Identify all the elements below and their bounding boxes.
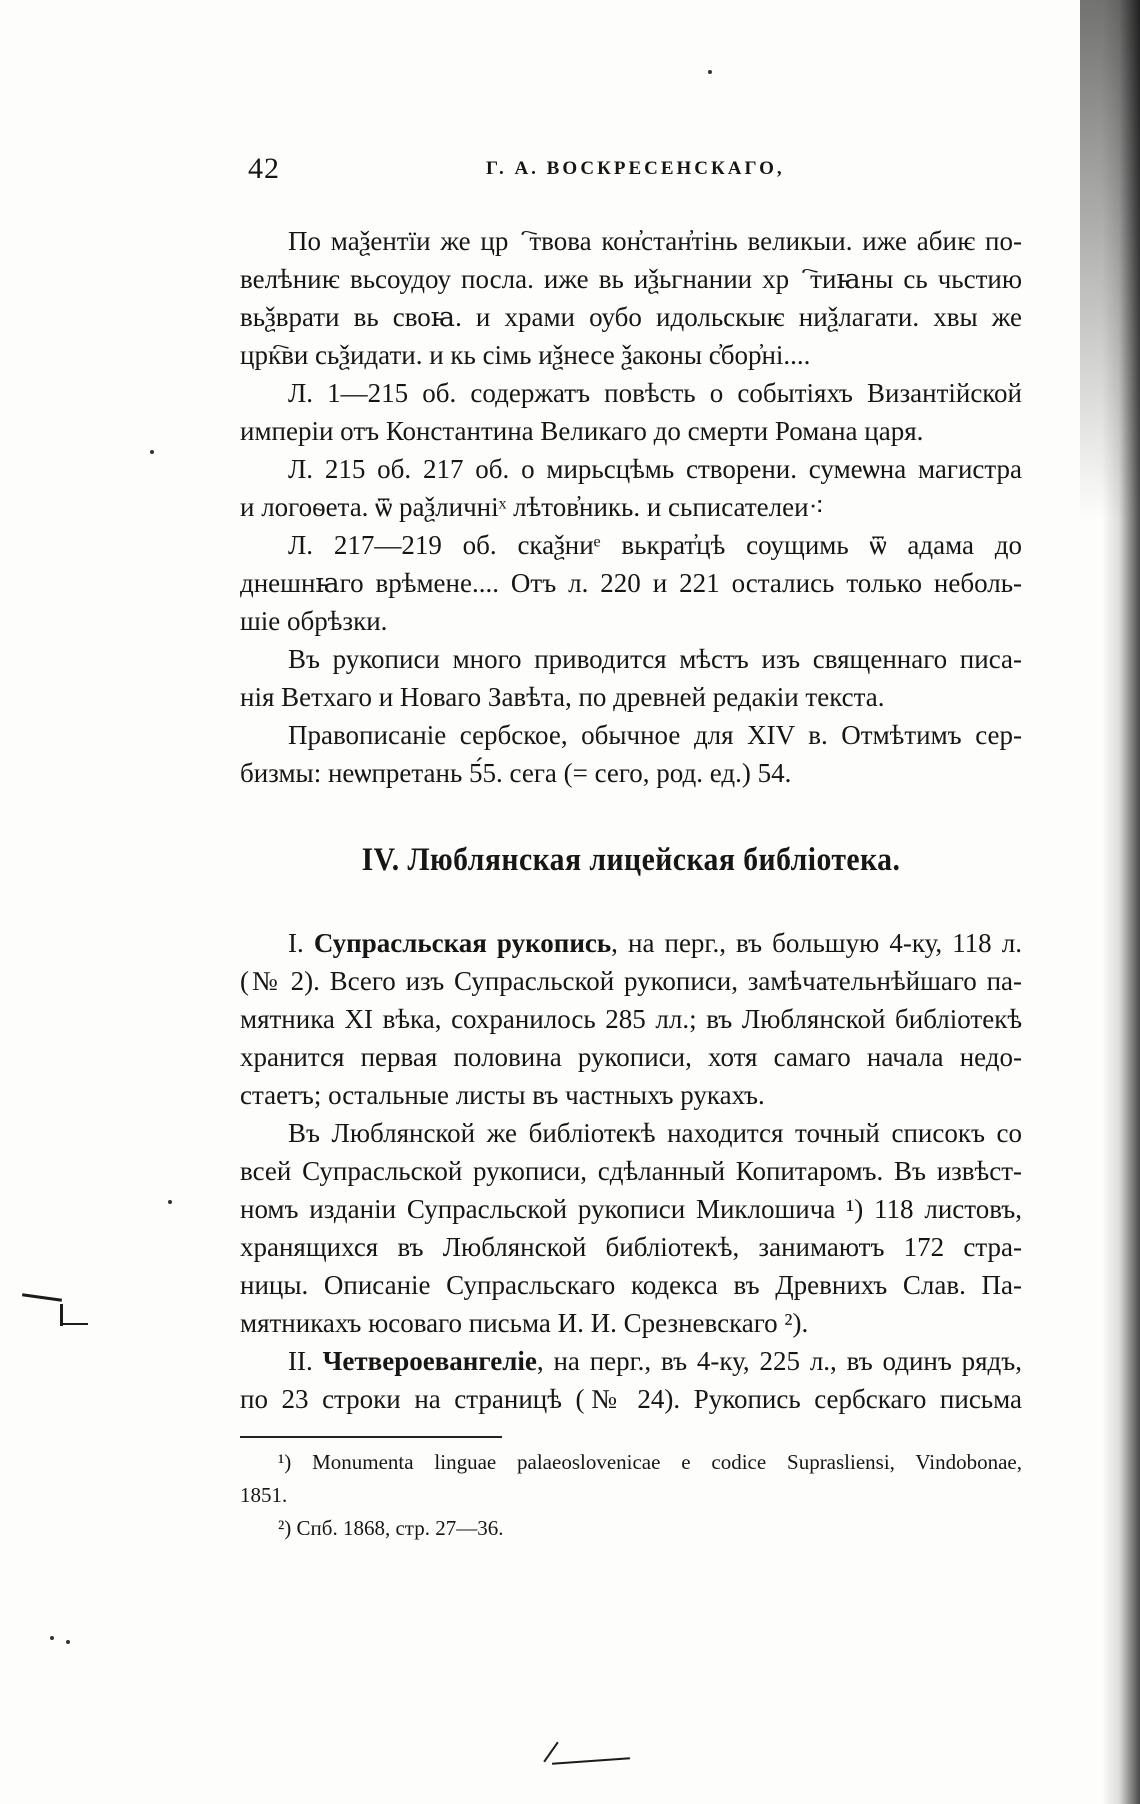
paragraph-line: стаетъ; остальные листы въ частныхъ рукахъ. [240, 1080, 765, 1110]
scan-mark-bottom [552, 1757, 630, 1764]
paragraph-line: шіе обрѣзки. [240, 606, 388, 636]
page-edge-shadow-top [1080, 0, 1140, 520]
paragraph [240, 526, 1022, 640]
scan-dot [50, 1636, 54, 1640]
paragraph-line: и логоѳета. ѿ раѯличнiˣ лѣтов҆никь. и сьписателеи⁖ [240, 492, 825, 522]
paragraph-line: номъ изданіи Супрасльской рукописи Миклошича ¹) 118 листовъ, [240, 1194, 1022, 1224]
paragraph-line: Л. 215 об. 217 об. о мирьсцѣмь створени. сумеѡна магистра [288, 454, 1022, 484]
paragraph-line: по 23 строки на страницѣ (№ 24). Рукопись сербскаго письма [240, 1384, 1022, 1414]
running-head: Г. А. ВОСКРЕСЕНСКАГО, [486, 158, 785, 179]
paragraph-line: всей Супрасльской рукописи, сдѣланный Копитаромъ. Въ извѣст- [240, 1156, 1022, 1186]
page-header [240, 152, 1022, 192]
manuscript-title: Четвероевангеліе [322, 1346, 537, 1376]
paragraph-line: Л. 217—219 об. скаѯниᵉ вькрат҆цѣ соущимь ѿ адама до [288, 530, 1022, 560]
paragraph-line: (№ 2). Всего изъ Супрасльской рукописи, замѣчательнѣйшаго па- [240, 966, 1022, 996]
paragraph-line: бизмы: неѡпретань 5́5. сега (= сего, род. ед.) 54. [240, 758, 792, 788]
paragraph-line: нія Ветхаго и Новаго Завѣта, по древней редакіи текста. [240, 682, 885, 712]
paragraph-line: хранится первая половина рукописи, хотя самаго начала недо- [240, 1042, 1022, 1072]
paragraph-line [240, 924, 1022, 962]
text-run: I. [288, 928, 314, 958]
slavonic-quote [240, 222, 1022, 374]
text-run: , на перг., въ большую 4-ку, 118 л. [611, 928, 1022, 958]
paragraph-line: днешнꙗго врѣмене.... Отъ л. 220 и 221 остались только неболь- [240, 568, 1022, 598]
scan-dot [150, 450, 154, 454]
manuscript-title: Супрасльская рукопись [313, 928, 612, 958]
paragraph-line: хранящихся въ Люблянской библіотекѣ, занимаютъ 172 стра- [240, 1232, 1022, 1262]
paragraph [240, 450, 1022, 526]
paragraph-line: имперіи отъ Константина Великаго до смерти Романа царя. [240, 416, 924, 446]
paragraph [240, 716, 1022, 792]
quote-line: црк҇ви сьѯидати. и кь сімь иѯнесе ѯаконы с҆бор҆ні.... [240, 340, 811, 370]
scan-mark-bottom-stroke [543, 1742, 558, 1763]
text-run: II. [288, 1346, 323, 1376]
footnote-rule [240, 1436, 502, 1438]
paragraph-line: мятника XI вѣка, сохранилось 285 лл.; въ Люблянской библіотекѣ [240, 1004, 1022, 1034]
paragraph [240, 1342, 1022, 1418]
paragraph [240, 640, 1022, 716]
paragraph-line: ницы. Описаніе Супрасльскаго кодекса въ Древнихъ Слав. Па- [240, 1270, 1022, 1300]
quote-line: По маѯентїи же црⷭ҇твова кон҆стан҆тінь великыи. иже абиѥ по- [288, 226, 1022, 256]
footnotes [240, 1446, 1022, 1545]
scan-mark-left-foot [60, 1323, 88, 1325]
scan-dot [66, 1640, 70, 1644]
paragraph-line: Въ Люблянской же библіотекѣ находится точный списокъ со [288, 1118, 1022, 1148]
section-heading: IV. Люблянская лицейская библіотека. [361, 842, 901, 878]
text-run: , на перг., въ 4-ку, 225 л., въ одинъ рядъ, [536, 1346, 1023, 1376]
paragraph [240, 1114, 1022, 1342]
paragraph-line: Правописаніе сербское, обычное для XIV в. Отмѣтимъ сер- [288, 720, 1022, 750]
quote-line: вьѯврати вь своꙗ. и храми оубо идольскыѥ ниѯлагати. хвы же [240, 302, 1022, 332]
page-number: 42 [248, 152, 280, 185]
paragraph [240, 924, 1022, 1114]
scan-dot [708, 70, 712, 74]
scan-mark-left [22, 1293, 62, 1302]
paragraph-line: мятникахъ юсоваго письма И. И. Срезневскаго ²). [240, 1308, 809, 1338]
footnote-2: ²) Спб. 1868, стр. 27—36. [278, 1516, 504, 1540]
footnote-1-continuation: 1851. [240, 1483, 288, 1507]
paragraph-line [240, 1342, 1022, 1380]
paragraph-line: Л. 1—215 об. содержатъ повѣсть о событіяхъ Византійской [288, 378, 1022, 408]
paragraph-line: Въ рукописи много приводится мѣстъ изъ священнаго писа- [288, 644, 1022, 674]
scan-dot [168, 1200, 172, 1204]
quote-line: велѣниѥ вьсоудоу посла. иже вь иѯьгнании хрⷭ҇тиꙗны сь чьстию [240, 264, 1022, 294]
footnote-1: ¹) Monumenta linguae palaeoslovenicae e codice Suprasliensi, Vindobonae, [278, 1450, 1022, 1474]
paragraph [240, 374, 1022, 450]
